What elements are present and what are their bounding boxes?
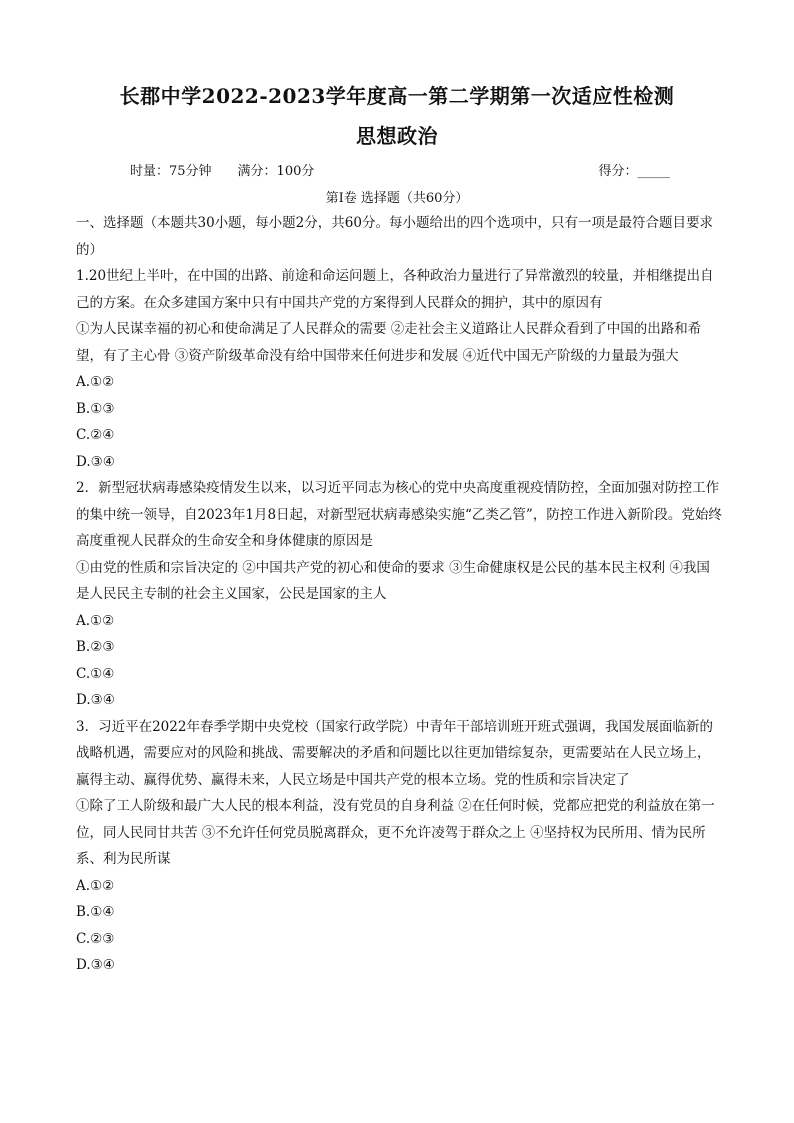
- question-statements: ①为人民谋幸福的初心和使命满足了人民群众的需要 ②走社会主义道路让人民群众看到了中国的出路和希望，有了主心骨 ③资产阶级革命没有给中国带来任何进步和发展 ④近代中国无产阶级的力量最为强大: [76, 321, 702, 364]
- option-d: D.③④: [76, 453, 115, 470]
- question-stem: 1.20世纪上半叶，在中国的出路、前途和命运问题上，各种政治力量进行了异常激烈的较量，并相继提出自己的方案。在众多建国方案中只有中国共产党的方案得到人民群众的拥护，其中的原因有: [76, 268, 714, 311]
- question-stem: 2．新型冠状病毒感染疫情发生以来，以习近平同志为核心的党中央高度重视疫情防控，全面加强对防控工作的集中统一领导，自2023年1月8日起，对新型冠状病毒感染实施“乙类乙管”，防控工作进入新阶段。党始终高度重视人民群众的生命安全和身体健康的原因是: [76, 480, 722, 549]
- option-b: B.②③: [76, 639, 115, 655]
- question-content: [76, 210, 722, 979]
- full-score: 满分：100分: [237, 164, 315, 179]
- option-b: B.①③: [76, 400, 115, 417]
- option-a: A.①②: [76, 612, 115, 629]
- option-c: C.②④: [76, 427, 115, 443]
- question-2: [76, 475, 722, 714]
- exam-meta: [130, 160, 670, 180]
- option-d: D.③④: [76, 692, 115, 708]
- option-d: D.③④: [76, 957, 115, 973]
- option-a: A.①②: [76, 877, 115, 894]
- question-stem: 3．习近平在2022年春季学期中央党校（国家行政学院）中青年干部培训班开班式强调，我国发展面临新的战略机遇，需要应对的风险和挑战、需要解决的矛盾和问题比以往更加错综复杂，更需要站在人民立场上，赢得主动、赢得优势、赢得未来，人民立场是中国共产党的根本立场。党的性质和宗旨决定了: [76, 718, 713, 788]
- time-limit: 时量：75分钟: [130, 164, 212, 179]
- section-title: 第Ⅰ卷 选择题（共60分）: [325, 191, 469, 206]
- section-instruction: 一、选择题（本题共30小题，每小题2分，共60分。每小题给出的四个选项中，只有一项是最符合题目要求的）: [76, 215, 713, 258]
- question-statements: ①除了工人阶级和最广大人民的根本利益，没有党员的自身利益 ②在任何时候，党都应把党的利益放在第一位，同人民同甘共苦 ③不允许任何党员脱离群众，更不允许凌驾于群众之上 ④坚持权为民所用、情为民所系、利为民所谋: [76, 798, 715, 867]
- question-statements: ①由党的性质和宗旨决定的 ②中国共产党的初心和使命的要求 ③生命健康权是公民的基本民主权利 ④我国是人民民主专制的社会主义国家，公民是国家的主人: [76, 559, 710, 602]
- option-b: B.①④: [76, 904, 115, 920]
- question-1: [76, 263, 722, 475]
- subject-title: 思想政治: [356, 124, 438, 148]
- exam-title: 长郡中学2022-2023学年度高一第二学期第一次适应性检测: [119, 84, 675, 108]
- option-a: A.①②: [76, 374, 115, 390]
- question-3: [76, 714, 722, 979]
- option-c: C.①④: [76, 665, 115, 682]
- option-c: C.②③: [76, 930, 115, 947]
- score-field: 得分：_____: [598, 164, 670, 179]
